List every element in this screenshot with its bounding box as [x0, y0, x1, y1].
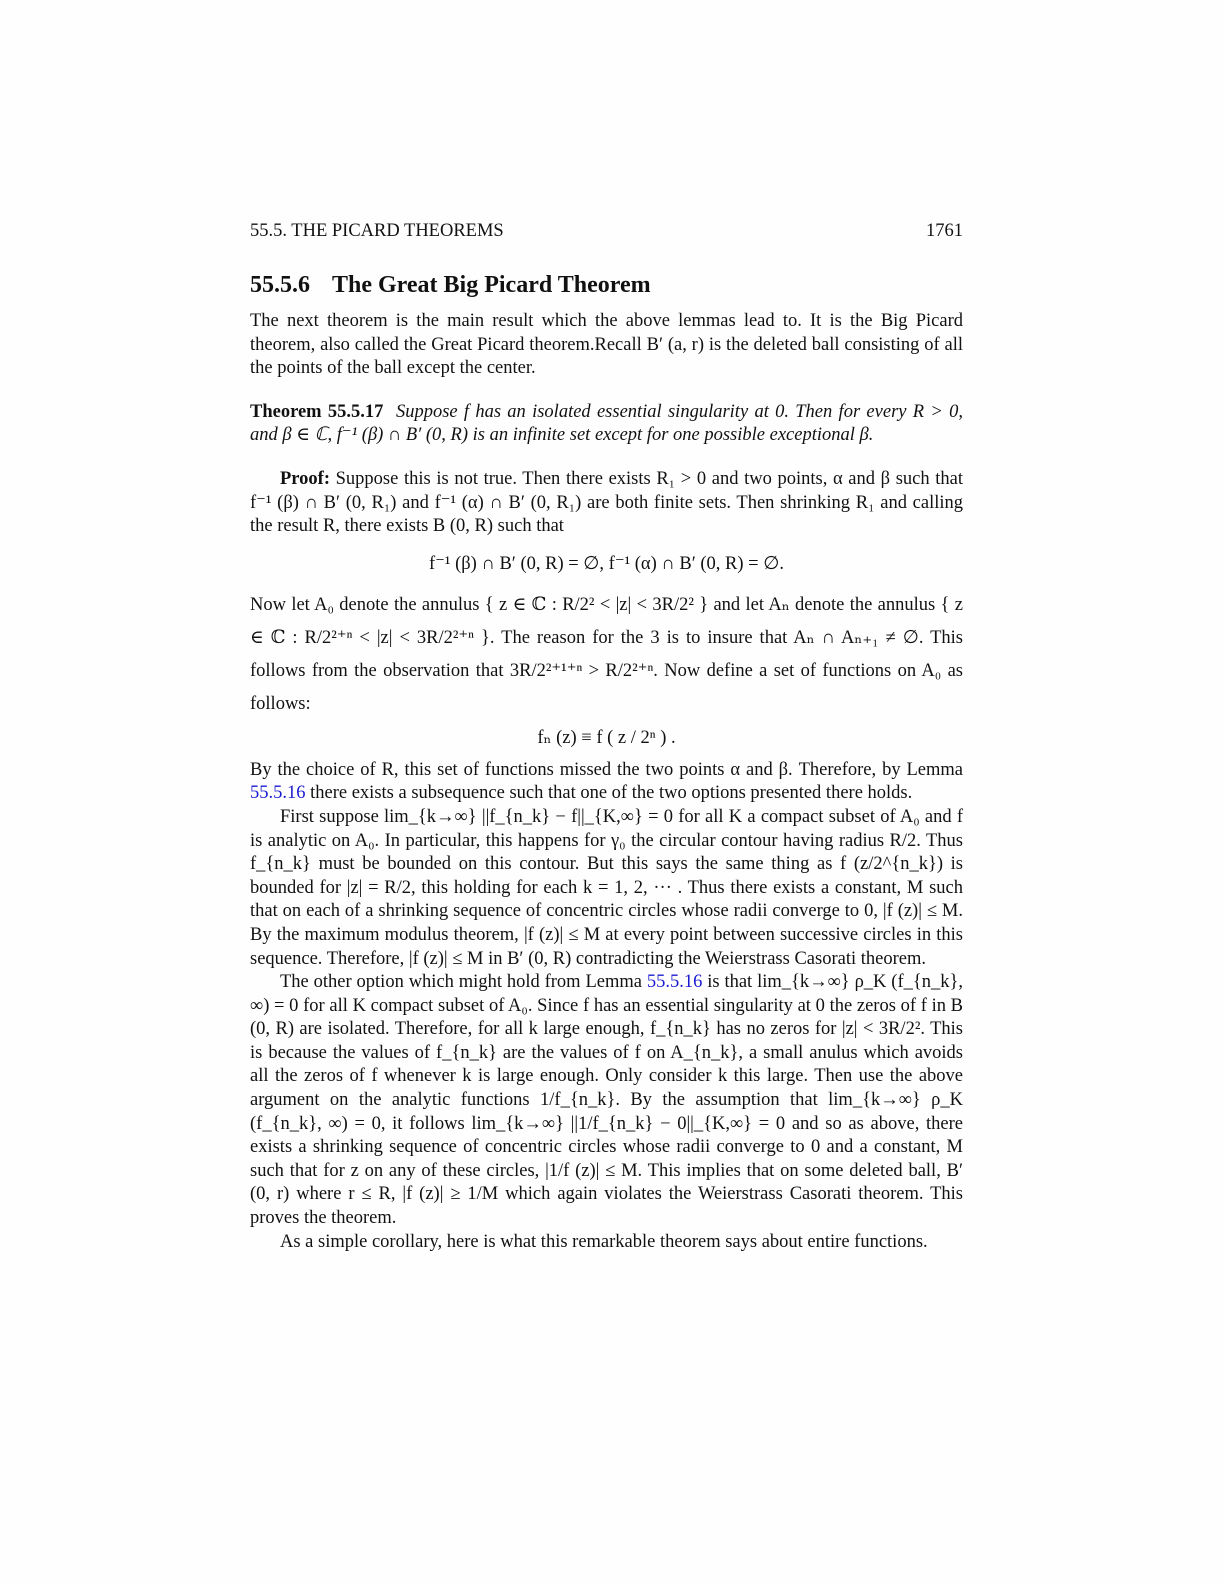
- theorem-block: [250, 401, 963, 448]
- proof-text-5b: is that lim_{k→∞} ρ_K (f_{n_k}, ∞) = 0 for all K compact subset of A₀. Since f has an essential singularity at 0 the zeros of f in B (0, R) are isolated. Therefore, for all k large enough, f_{n_k} has no zeros for |z| < 3R/2². This is because the values of f_{n_k} are the values of f on A_{n_k}, a small anulus which avoids all the zeros of f whenever k is large enough. Only consider k this large. Then use the above argument on the analytic functions 1/f_{n_k}. By the assumption that lim_{k→∞} ρ_K (f_{n_k}, ∞) = 0, it follows lim_{k→∞} ||1/f_{n_k} − 0||_{K,∞} = 0 and so as above, there exists a shrinking sequence of concentric circles whose radii converge to 0 and a constant, M such that for z on any of these circles, |1/f (z)| ≤ M. This implies that on some deleted ball, B′ (0, r) where r ≤ R, |f (z)| ≥ 1/M which again violates the Weierstrass Casorati theorem. This proves the theorem.: [250, 972, 963, 1229]
- intro-paragraph: The next theorem is the main result which the above lemmas lead to. It is the Big Picard theorem, also called the Great Picard theorem.Recall B′ (a, r) is the deleted ball consisting of all the points of the ball except the center.: [250, 311, 963, 379]
- theorem-statement: Suppose f has an isolated essential singularity at 0. Then for every R > 0, and β ∈ ℂ, f⁻¹ (β) ∩ B′ (0, R) is an infinite set except for one possible exceptional β.: [250, 401, 963, 446]
- section-title: The Great Big Picard Theorem: [332, 272, 651, 298]
- proof-text-5a: The other option which might hold from Lemma: [280, 972, 647, 993]
- section-heading: [250, 270, 963, 300]
- proof-paragraph-lemma: [250, 759, 963, 806]
- proof-text-3a: By the choice of R, this set of functions missed the two points α and β. Therefore, by Lemma: [250, 759, 963, 780]
- proof-label: Proof:: [280, 468, 330, 489]
- running-title: 55.5. THE PICARD THEOREMS: [250, 221, 504, 241]
- corollary-intro: As a simple corollary, here is what this remarkable theorem says about entire functions.: [280, 1231, 928, 1252]
- theorem-label: Theorem 55.5.17: [250, 401, 384, 422]
- proof-paragraph-annulus: Now let A₀ denote the annulus { z ∈ ℂ : R/2² < |z| < 3R/2² } and let Aₙ denote the annulus { z ∈ ℂ : R/2²⁺ⁿ < |z| < 3R/2²⁺ⁿ }. The reason for the 3 is to insure that Aₙ ∩ Aₙ₊₁ ≠ ∅. This follows from the observation that 3R/2²⁺¹⁺ⁿ > R/2²⁺ⁿ. Now define a set of functions on A₀ as follows:: [250, 594, 963, 714]
- page-number: 1761: [926, 221, 963, 241]
- running-header: [250, 218, 963, 244]
- proof-paragraph-second-case: [250, 971, 963, 1231]
- equation-empty-preimages: f⁻¹ (β) ∩ B′ (0, R) = ∅, f⁻¹ (α) ∩ B′ (0, R) = ∅.: [429, 553, 784, 574]
- equation-fn-definition: fₙ (z) ≡ f ( z / 2ⁿ ) .: [537, 727, 676, 748]
- proof-paragraph-1: [250, 468, 963, 539]
- proof-paragraph-first-case: First suppose lim_{k→∞} ||f_{n_k} − f||_{K,∞} = 0 for all K a compact subset of A₀ and f is analytic on A₀. In particular, this happens for γ₀ the circular contour having radius R/2. Thus f_{n_k} must be bounded on this contour. But this says the same thing as f (z/2^{n_k}) is bounded for |z| = R/2, this holding for each k = 1, 2, ··· . Thus there exists a constant, M such that on each of a shrinking sequence of concentric circles whose radii converge to 0, |f (z)| ≤ M. By the maximum modulus theorem, |f (z)| ≤ M at every point between successive circles in this sequence. Therefore, |f (z)| ≤ M in B′ (0, R) contradicting the Weierstrass Casorati theorem.: [250, 806, 963, 969]
- lemma-link-2[interactable]: 55.5.16: [646, 972, 703, 993]
- lemma-link[interactable]: 55.5.16: [250, 783, 306, 804]
- proof-text-1: Suppose this is not true. Then there exists R₁ > 0 and two points, α and β such that f⁻¹ (β) ∩ B′ (0, R₁) and f⁻¹ (α) ∩ B′ (0, R₁) are both finite sets. Then shrinking R₁ and calling the result R, there exists B (0, R) such that: [250, 468, 963, 537]
- page: [250, 218, 963, 1254]
- proof-text-3b: there exists a subsequence such that one of the two options presented there holds.: [305, 783, 913, 804]
- section-number: 55.5.6: [250, 272, 310, 298]
